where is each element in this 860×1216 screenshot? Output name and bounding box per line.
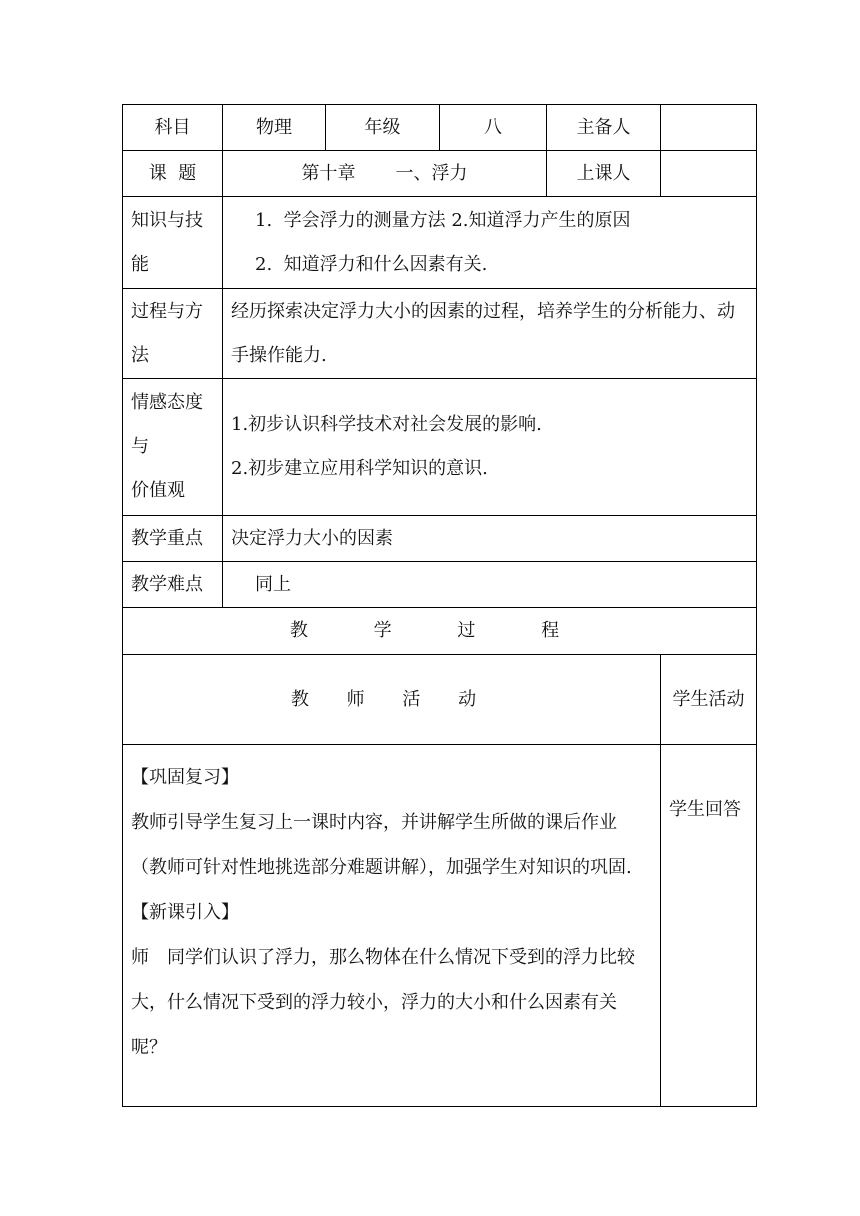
teaching-process-title-text: 教 学 过 程 (289, 620, 590, 641)
emotion-label-line: 价值观 (131, 480, 185, 501)
emotion-content (223, 379, 757, 516)
topic-row (123, 151, 757, 197)
key-point-label: 教学重点 (123, 516, 223, 562)
intro-text: 师 同学们认识了浮力，那么物体在什么情况下受到的浮力比较大，什么情况下受到的浮力较小，浮力的大小和什么因素有关呢？ (131, 947, 635, 1058)
knowledge-content (223, 197, 757, 289)
difficulty-row (123, 562, 757, 608)
review-text: 教师引导学生复习上一课时内容，并讲解学生所做的课后作业（教师可针对性地挑选部分难题讲解），加强学生对知识的巩固. (131, 812, 632, 878)
emotion-label (123, 379, 223, 516)
key-point-text: 决定浮力大小的因素 (223, 516, 757, 562)
process-row (123, 289, 757, 379)
process-label: 过程与方法 (123, 289, 223, 379)
key-point-row (123, 516, 757, 562)
grade-value: 八 (440, 105, 547, 151)
grade-label: 年级 (326, 105, 440, 151)
knowledge-label: 知识与技能 (123, 197, 223, 289)
student-activity-content: 学生回答 (661, 745, 757, 1107)
preparer-value (661, 105, 757, 151)
teacher-value (661, 151, 757, 197)
lesson-plan-table (122, 104, 757, 1107)
review-heading: 【巩固复习】 (131, 767, 239, 788)
topic-chapter: 第十章 (301, 162, 356, 184)
activity-body-row (123, 745, 757, 1107)
teacher-activity-header (123, 655, 661, 745)
knowledge-row (123, 197, 757, 289)
topic-label-text: 课 题 (148, 162, 197, 184)
process-title-row (123, 608, 757, 655)
knowledge-item: 1. 学会浮力的测量方法 2.知道浮力产生的原因 (255, 209, 631, 231)
teacher-activity-content (123, 745, 661, 1107)
emotion-row (123, 379, 757, 516)
emotion-item: 1.初步认识科学技术对社会发展的影响. (231, 414, 542, 435)
knowledge-item: 2. 知道浮力和什么因素有关. (255, 253, 488, 275)
process-text: 经历探索决定浮力大小的因素的过程，培养学生的分析能力、动手操作能力. (223, 289, 757, 379)
teacher-label: 上课人 (547, 151, 661, 197)
header-row (123, 105, 757, 151)
subject-label: 科目 (123, 105, 223, 151)
preparer-label: 主备人 (547, 105, 661, 151)
teaching-process-title (123, 608, 757, 655)
emotion-item: 2.初步建立应用科学知识的意识. (231, 458, 488, 479)
topic-section: 一、浮力 (395, 162, 468, 184)
student-activity-header: 学生活动 (661, 655, 757, 745)
difficulty-text: 同上 (223, 562, 757, 608)
emotion-label-line: 情感态度 (131, 392, 203, 413)
topic-label (123, 151, 223, 197)
topic-value (223, 151, 547, 197)
intro-heading: 【新课引入】 (131, 902, 239, 923)
teacher-activity-header-text: 教 师 活 动 (290, 688, 493, 710)
subject-value: 物理 (223, 105, 326, 151)
activity-header-row (123, 655, 757, 745)
difficulty-label: 教学难点 (123, 562, 223, 608)
emotion-label-line: 与 (131, 436, 149, 457)
